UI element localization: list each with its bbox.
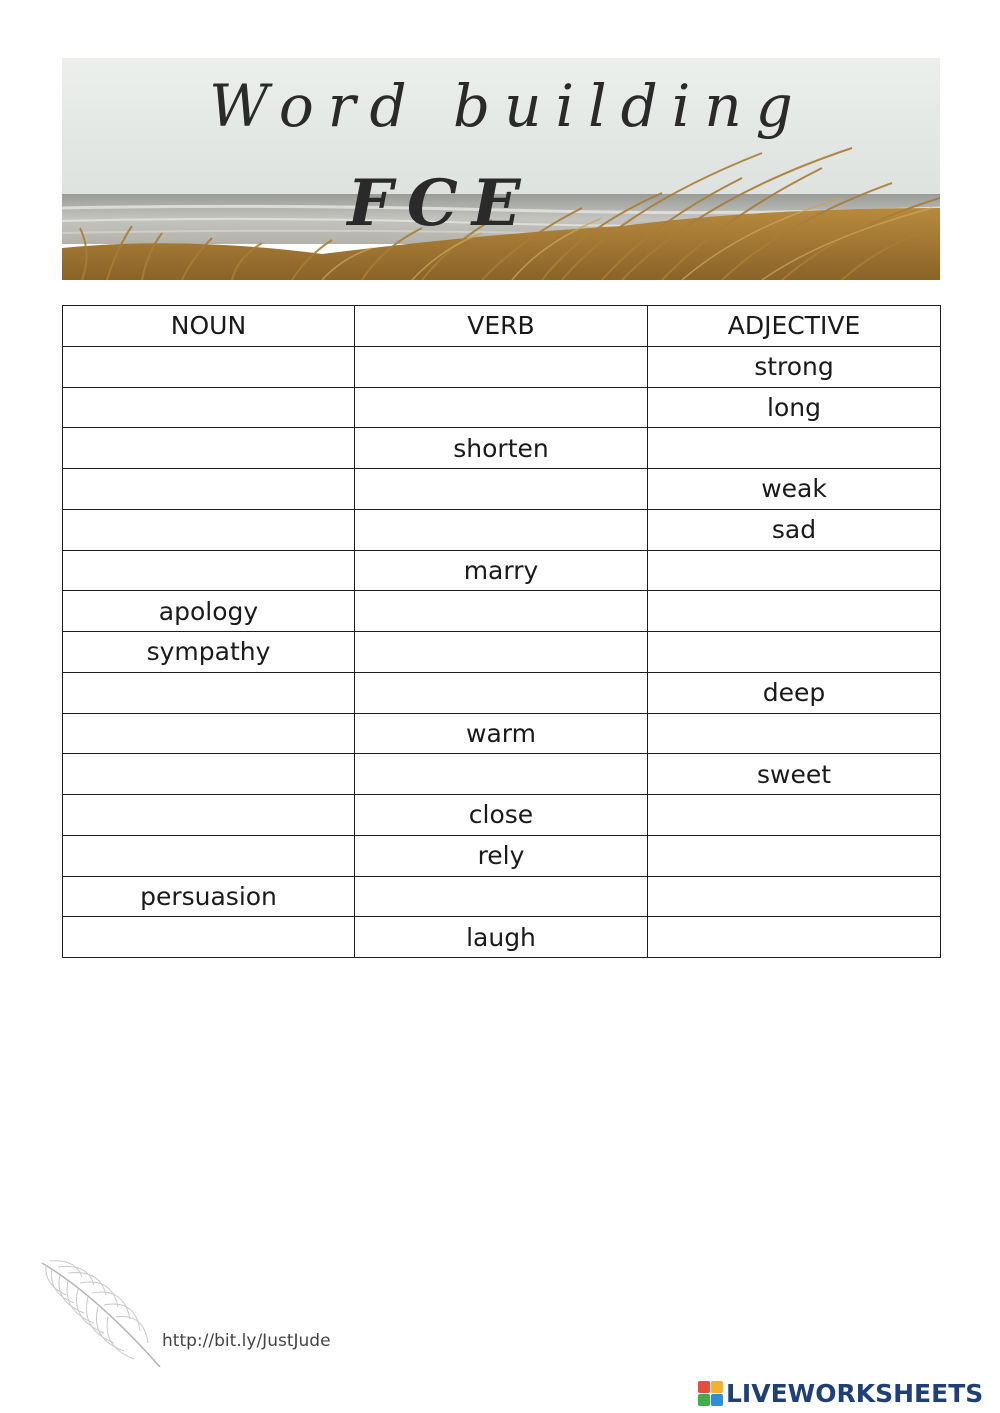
justjude-link[interactable]: http://bit.ly/JustJude [162, 1331, 331, 1351]
verb-cell[interactable] [355, 632, 648, 673]
noun-cell[interactable] [63, 509, 355, 550]
adjective-cell: deep [648, 672, 941, 713]
table-row [63, 917, 941, 958]
verb-cell[interactable] [355, 387, 648, 428]
header-verb: VERB [355, 306, 648, 347]
table-header-row [63, 306, 941, 347]
verb-cell[interactable] [355, 672, 648, 713]
table-row [63, 835, 941, 876]
table-row [63, 591, 941, 632]
verb-cell[interactable] [355, 754, 648, 795]
banner-subtitle: FCE [347, 166, 535, 241]
feather-icon [36, 1255, 166, 1375]
adjective-cell[interactable] [648, 795, 941, 836]
verb-cell: warm [355, 713, 648, 754]
verb-cell[interactable] [355, 591, 648, 632]
verb-cell: marry [355, 550, 648, 591]
table-row [63, 387, 941, 428]
noun-cell[interactable] [63, 428, 355, 469]
verb-cell: laugh [355, 917, 648, 958]
table-row [63, 550, 941, 591]
table-row [63, 876, 941, 917]
noun-cell: sympathy [63, 632, 355, 673]
noun-cell[interactable] [63, 346, 355, 387]
adjective-cell[interactable] [648, 591, 941, 632]
word-building-table [62, 305, 941, 958]
table-row [63, 469, 941, 510]
table-row [63, 346, 941, 387]
adjective-cell: long [648, 387, 941, 428]
noun-cell[interactable] [63, 795, 355, 836]
noun-cell[interactable] [63, 754, 355, 795]
header-banner [62, 58, 940, 280]
adjective-cell[interactable] [648, 835, 941, 876]
noun-cell[interactable] [63, 387, 355, 428]
noun-cell[interactable] [63, 672, 355, 713]
adjective-cell: strong [648, 346, 941, 387]
noun-cell: apology [63, 591, 355, 632]
noun-cell[interactable] [63, 469, 355, 510]
table-row [63, 672, 941, 713]
adjective-cell: weak [648, 469, 941, 510]
verb-cell[interactable] [355, 346, 648, 387]
noun-cell: persuasion [63, 876, 355, 917]
noun-cell[interactable] [63, 917, 355, 958]
adjective-cell[interactable] [648, 550, 941, 591]
adjective-cell: sad [648, 509, 941, 550]
noun-cell[interactable] [63, 713, 355, 754]
adjective-cell: sweet [648, 754, 941, 795]
adjective-cell[interactable] [648, 917, 941, 958]
brand-name: LIVEWORKSHEETS [726, 1378, 984, 1408]
table-row [63, 428, 941, 469]
table-row [63, 713, 941, 754]
liveworksheets-logo-icon [698, 1381, 723, 1406]
adjective-cell[interactable] [648, 428, 941, 469]
table-row [63, 754, 941, 795]
adjective-cell[interactable] [648, 876, 941, 917]
liveworksheets-brand[interactable] [698, 1376, 983, 1410]
header-adjective: ADJECTIVE [648, 306, 941, 347]
verb-cell[interactable] [355, 876, 648, 917]
verb-cell[interactable] [355, 509, 648, 550]
verb-cell: close [355, 795, 648, 836]
noun-cell[interactable] [63, 550, 355, 591]
verb-cell: rely [355, 835, 648, 876]
adjective-cell[interactable] [648, 713, 941, 754]
table-row [63, 795, 941, 836]
banner-title: Word building [209, 72, 807, 140]
adjective-cell[interactable] [648, 632, 941, 673]
table-row [63, 632, 941, 673]
table-row [63, 509, 941, 550]
noun-cell[interactable] [63, 835, 355, 876]
header-noun: NOUN [63, 306, 355, 347]
verb-cell[interactable] [355, 469, 648, 510]
verb-cell: shorten [355, 428, 648, 469]
